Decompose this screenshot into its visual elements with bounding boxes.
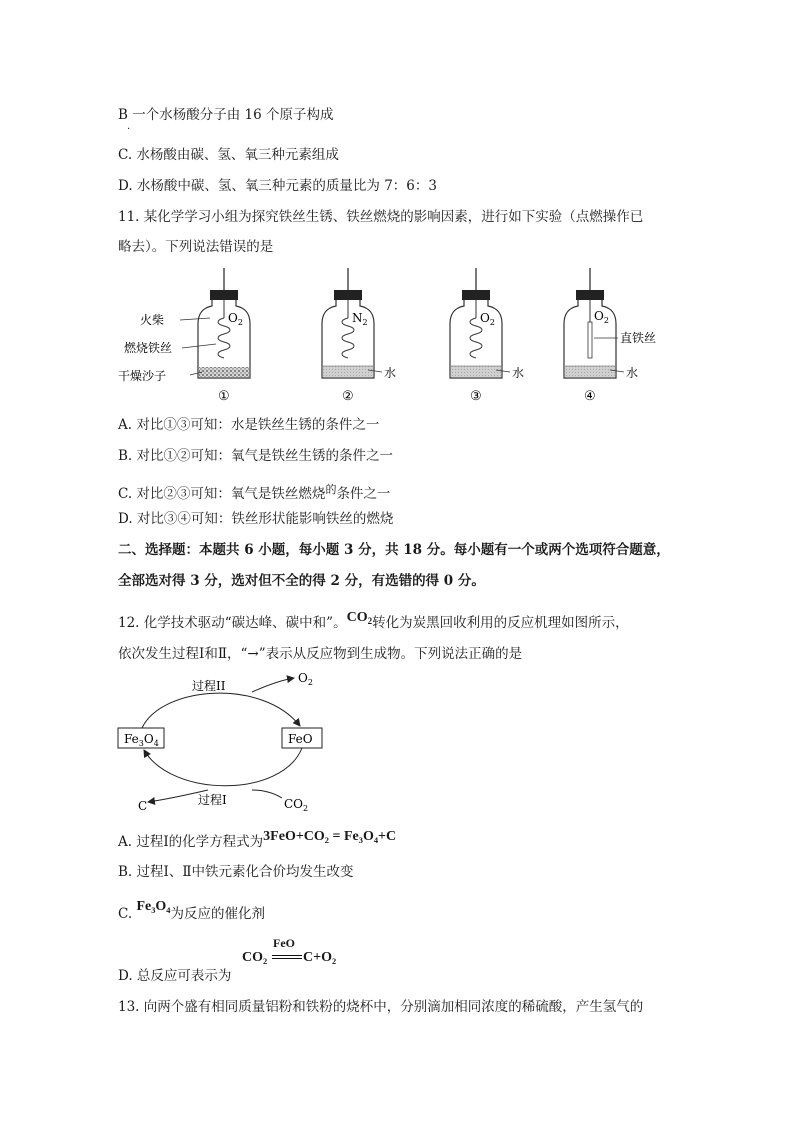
label-straight-wire: 直铁丝 [620, 331, 657, 345]
jar4-water-label: 水 [626, 366, 639, 380]
q10-option-c: C. 水杨酸由碳、氢、氧三种元素组成 [118, 147, 339, 163]
q12-co2-formula: $CO_2$ [346, 610, 373, 626]
q11-experiment-figure [118, 266, 670, 408]
feo-box-label: FeO [288, 732, 313, 746]
jar2-gas: $N_2$ [352, 311, 368, 327]
jar-1 [118, 268, 250, 404]
jar4-gas: $O_2$ [594, 309, 609, 325]
co2-reactant: $CO_2$ [284, 797, 309, 813]
q11-stem-line1: 11. 某化学学习小组为探究铁丝生锈、铁丝燃烧的影响因素，进行如下实验（点燃操作已 [118, 209, 644, 225]
q10-option-b: B 一个水杨酸分子由 16 个原子构成 [118, 107, 334, 123]
c-product: C [138, 799, 148, 813]
label-burning-wire: 燃烧铁丝 [124, 341, 173, 355]
jar3-number: ③ [470, 389, 482, 404]
jar-2 [322, 268, 396, 404]
q12-option-a: A. 过程Ⅰ的化学方程式为3FeO+CO₂ = Fe₃O₄+C [118, 829, 397, 850]
jar4-number: ④ [584, 389, 596, 404]
section2-line2: 全部选对得 3 分，选对但不全的得 2 分，有选错的得 0 分。 [118, 573, 485, 589]
q12-cycle-figure [112, 668, 352, 816]
jar3-gas: $O_2$ [480, 311, 495, 327]
fe3o4-box-label: $Fe_3O_4$ [124, 732, 159, 748]
q12-option-b: B. 过程Ⅰ、Ⅱ中铁元素化合价均发生改变 [118, 864, 354, 880]
q12-option-d-equation: FeO CO₂ C+O₂ [242, 936, 337, 965]
label-dry-sand: 干燥沙子 [118, 369, 167, 383]
q13-stem-line1: 13. 向两个盛有相同质量铝粉和铁粉的烧杯中，分别滴加相同浓度的稀硫酸，产生氢气的 [118, 999, 644, 1015]
jar-4 [564, 268, 656, 404]
label-match: 火柴 [140, 313, 165, 327]
q11-stem-line2: 略去）。下列说法错误的是 [118, 239, 274, 255]
q12-option-c: C. Fe₃O₄为反应的催化剂 [118, 899, 265, 922]
o2-product: $O_2$ [298, 671, 313, 687]
q12-option-c-formula: Fe₃O₄ [136, 899, 171, 914]
q12-stem-line1: 12. 化学技术驱动“碳达峰、碳中和”。$CO_2$转化为炭黑回收利用的反应机理如图所示， [118, 610, 629, 631]
process-1-label: 过程I [198, 793, 227, 807]
q12-option-d: D. 总反应可表示为 [118, 968, 232, 984]
process-2-label: 过程II [192, 679, 226, 693]
q11-option-d: D. 对比③④可知：铁丝形状能影响铁丝的燃烧 [118, 511, 394, 527]
jar2-number: ② [342, 389, 354, 404]
jar3-water-label: 水 [512, 366, 525, 380]
jar-3 [450, 268, 524, 404]
q10-dot: · [127, 124, 131, 135]
jar1-number: ① [218, 389, 230, 404]
section2-line1: 二、选择题：本题共 6 小题，每小题 3 分，共 18 分。每小题有一个或两个选项符合题意， [118, 542, 670, 558]
q11-option-c: C. 对比②③可知：氧气是铁丝燃烧$^的$条件之一 [118, 483, 391, 502]
q12-stem-line2: 依次发生过程Ⅰ和Ⅱ，“→”表示从反应物到生成物。下列说法正确的是 [118, 646, 523, 662]
q10-option-d: D. 水杨酸中碳、氢、氧三种元素的质量比为 7：6：3 [118, 178, 437, 194]
jar1-gas: $O_2$ [228, 311, 243, 327]
q11-option-b: B. 对比①②可知：氧气是铁丝生锈的条件之一 [118, 448, 394, 464]
q12-option-a-equation: 3FeO+CO₂ = Fe₃O₄+C [263, 829, 397, 844]
q11-option-a: A. 对比①③可知：水是铁丝生锈的条件之一 [118, 417, 380, 433]
jar2-water-label: 水 [384, 366, 397, 380]
